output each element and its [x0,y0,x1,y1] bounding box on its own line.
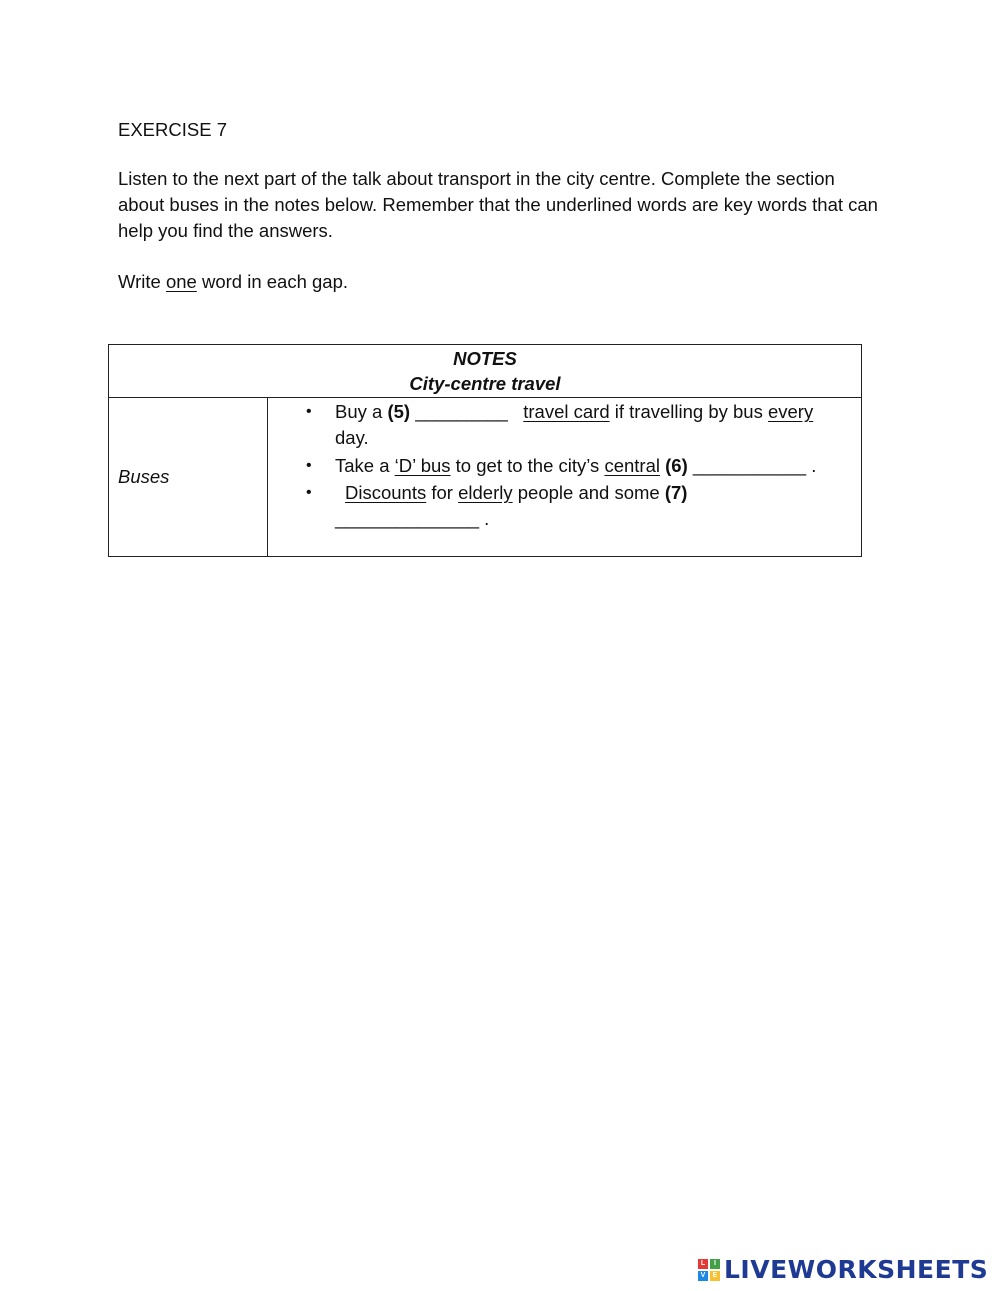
logo-letter: V [698,1271,708,1281]
text-run: people and some [512,482,665,503]
key-word: Discounts [345,482,427,503]
notes-heading: NOTES [453,348,517,369]
bullet-text [335,453,850,479]
bullets-cell [268,398,861,556]
row-label: Buses [118,466,170,487]
write-prefix: Write [118,271,166,292]
key-word: elderly [458,482,513,503]
instructions-paragraph: Listen to the next part of the talk about transport in the city centre. Complete the section about buses in the notes below. Remember that the underlined words are key words that can help you find the answers. [118,168,878,241]
key-word: central [604,455,660,476]
logo-letter: L [698,1259,708,1269]
logo-mark-icon [698,1259,720,1281]
logo-text: LIVEWORKSHEETS [724,1255,989,1284]
text-run: day. [335,427,369,448]
logo-letter: E [710,1271,720,1281]
row-label-cell [109,398,268,556]
bullet-icon: • [306,457,312,474]
answer-gap[interactable]: ______________ . [335,508,490,529]
write-underlined: one [165,271,197,292]
text-run: Buy a [335,401,388,422]
question-number: (6) [665,455,688,476]
answer-gap[interactable]: _________ [410,401,524,422]
notes-header [109,345,861,398]
liveworksheets-logo [698,1255,988,1285]
question-number: (5) [387,401,411,422]
notes-table [108,344,862,557]
exercise-title: EXERCISE 7 [118,119,227,140]
key-word: every [767,401,814,422]
bullet-text [335,480,850,506]
text-run: Take a [335,455,395,476]
text-run: if travelling by bus [609,401,768,422]
text-run: to get to the city’s [450,455,605,476]
text-run: for [426,482,459,503]
write-instruction [118,269,348,295]
bullet-icon: • [306,403,312,420]
notes-subheading: City-centre travel [409,373,561,394]
logo-letter: I [710,1259,720,1269]
key-word: travel card [523,401,610,422]
bullet-text [335,399,850,451]
write-suffix: word in each gap. [196,271,349,292]
bullet-icon: • [306,484,312,501]
answer-gap[interactable]: ___________ . [687,455,817,476]
key-word: ‘D’ bus [394,455,451,476]
question-number: (7) [664,482,688,503]
